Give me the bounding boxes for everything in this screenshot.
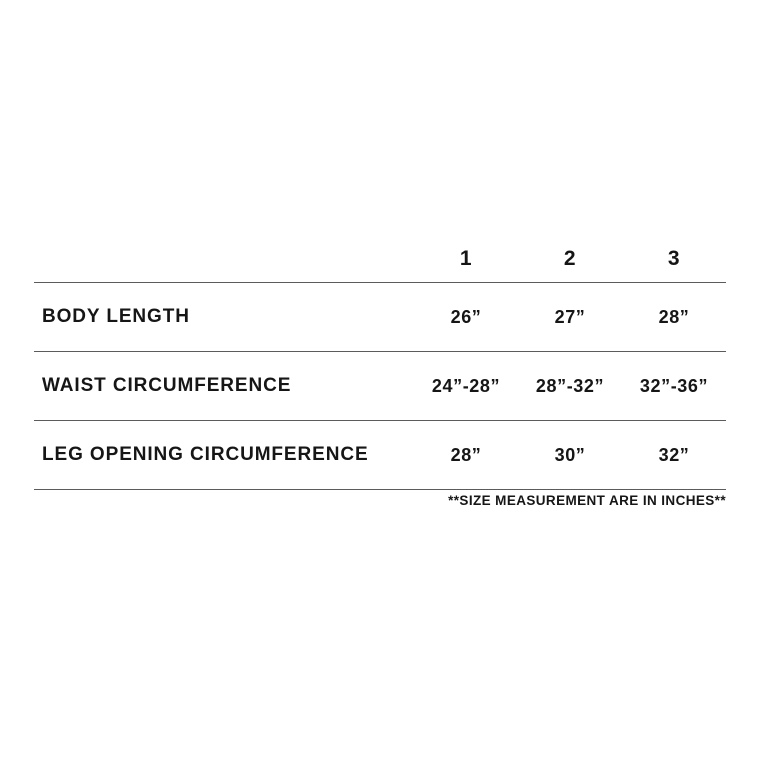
table-row [34,421,726,490]
table-header-row [34,236,726,283]
size-header-2: 2 [563,247,577,270]
cell-body-length-size-3: 28” [622,283,726,352]
cell-body-length-size-2: 27” [518,283,622,352]
measurement-label-leg-opening-circumference: LEG OPENING CIRCUMFERENCE [34,421,414,490]
table-row [34,352,726,421]
cell-leg-opening-circumference-size-3: 32” [622,421,726,490]
size-chart-container [34,236,726,490]
measurement-label-body-length: BODY LENGTH [34,283,414,352]
measurement-label-waist-circumference: WAIST CIRCUMFERENCE [34,352,414,421]
cell-waist-circumference-size-3: 32”-36” [622,352,726,421]
cell-leg-opening-circumference-size-1: 28” [414,421,518,490]
size-chart-table [34,236,726,490]
cell-waist-circumference-size-2: 28”-32” [518,352,622,421]
cell-body-length-size-1: 26” [414,283,518,352]
cell-waist-circumference-size-1: 24”-28” [414,352,518,421]
measurement-column-header [34,236,414,283]
size-units-footnote: **SIZE MEASUREMENT ARE IN INCHES** [448,493,726,508]
size-header-1: 1 [459,247,473,270]
cell-leg-opening-circumference-size-2: 30” [518,421,622,490]
table-row [34,283,726,352]
size-header-3: 3 [667,247,681,270]
